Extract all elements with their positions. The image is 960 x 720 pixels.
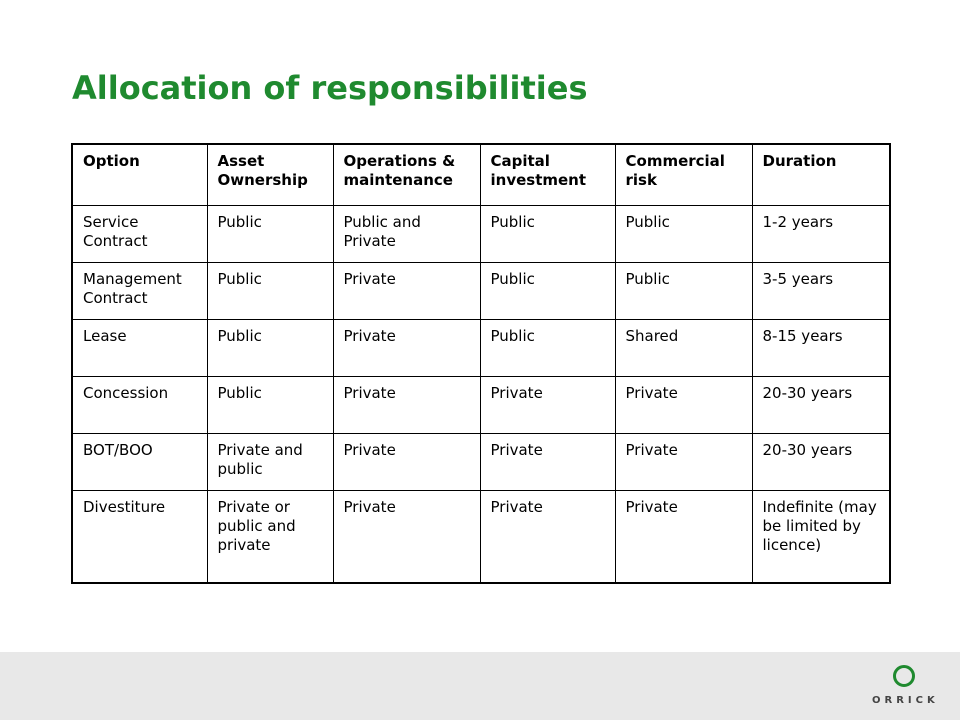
header-option: Option (72, 144, 207, 205)
table-row (72, 205, 890, 262)
cell-duration: Indefinite (may be limited by licence) (752, 490, 890, 583)
cell-operations-maintenance: Private (333, 262, 480, 319)
cell-asset-ownership: Private or public and private (207, 490, 333, 583)
header-operations-maintenance: Operations & maintenance (333, 144, 480, 205)
header-duration: Duration (752, 144, 890, 205)
footer-band (0, 652, 960, 720)
table-row (72, 376, 890, 433)
table-row (72, 490, 890, 583)
header-capital-investment: Capital investment (480, 144, 615, 205)
orrick-logo-text: ORRICK (872, 695, 939, 706)
cell-option: Management Contract (72, 262, 207, 319)
cell-option: Concession (72, 376, 207, 433)
cell-duration: 8-15 years (752, 319, 890, 376)
header-asset-ownership: Asset Ownership (207, 144, 333, 205)
cell-duration: 20-30 years (752, 376, 890, 433)
cell-asset-ownership: Public (207, 205, 333, 262)
cell-operations-maintenance: Private (333, 376, 480, 433)
cell-capital-investment: Public (480, 319, 615, 376)
table-header-row (72, 144, 890, 205)
cell-commercial-risk: Private (615, 433, 752, 490)
responsibilities-table (71, 143, 891, 584)
cell-option: Divestiture (72, 490, 207, 583)
cell-option: Service Contract (72, 205, 207, 262)
cell-asset-ownership: Private and public (207, 433, 333, 490)
table-row (72, 319, 890, 376)
cell-asset-ownership: Public (207, 262, 333, 319)
cell-commercial-risk: Private (615, 490, 752, 583)
cell-commercial-risk: Public (615, 205, 752, 262)
responsibilities-table-container (71, 143, 891, 584)
cell-option: BOT/BOO (72, 433, 207, 490)
cell-capital-investment: Private (480, 490, 615, 583)
cell-asset-ownership: Public (207, 319, 333, 376)
cell-capital-investment: Public (480, 205, 615, 262)
ring-logo-icon (892, 664, 916, 688)
cell-commercial-risk: Public (615, 262, 752, 319)
cell-duration: 1-2 years (752, 205, 890, 262)
table-row (72, 262, 890, 319)
cell-operations-maintenance: Private (333, 490, 480, 583)
cell-asset-ownership: Public (207, 376, 333, 433)
cell-duration: 20-30 years (752, 433, 890, 490)
cell-option: Lease (72, 319, 207, 376)
cell-operations-maintenance: Public and Private (333, 205, 480, 262)
cell-commercial-risk: Shared (615, 319, 752, 376)
cell-duration: 3-5 years (752, 262, 890, 319)
cell-operations-maintenance: Private (333, 319, 480, 376)
cell-operations-maintenance: Private (333, 433, 480, 490)
cell-capital-investment: Public (480, 262, 615, 319)
cell-commercial-risk: Private (615, 376, 752, 433)
table-row (72, 433, 890, 490)
cell-capital-investment: Private (480, 433, 615, 490)
cell-capital-investment: Private (480, 376, 615, 433)
slide-title: Allocation of responsibilities (72, 69, 588, 107)
header-commercial-risk: Commercial risk (615, 144, 752, 205)
